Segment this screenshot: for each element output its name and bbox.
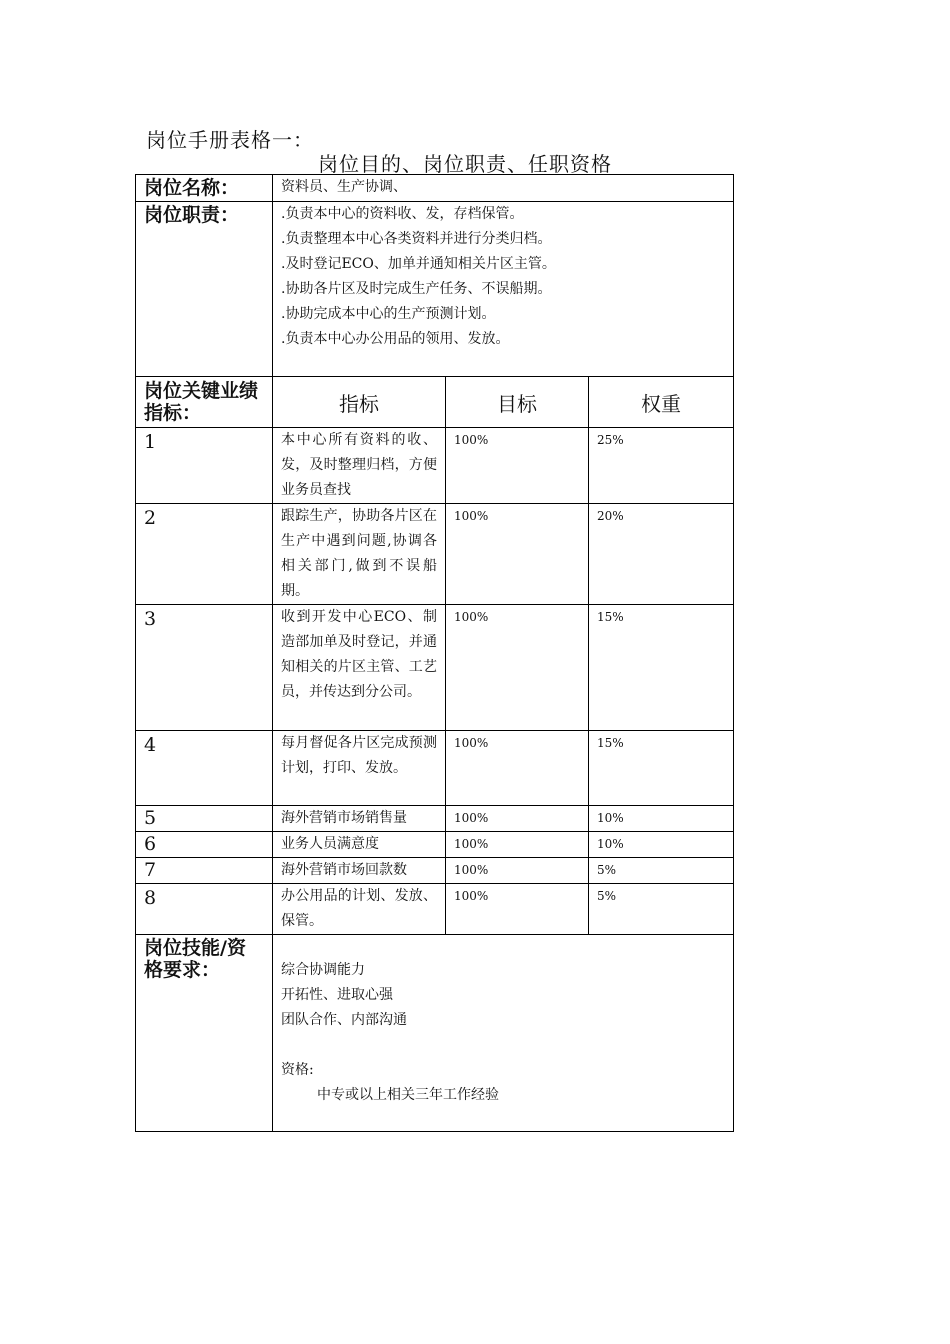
qualification-value: 中专或以上相关三年工作经验	[317, 1087, 499, 1103]
skills-row	[136, 935, 734, 1132]
kpi-number: 1	[136, 428, 273, 504]
kpi-row	[136, 806, 734, 832]
duty-item: .负责本中心的资料收、发，存档保管。	[281, 206, 524, 222]
kpi-weight: 15%	[589, 605, 734, 731]
skills-content	[273, 935, 734, 1132]
kpi-label: 岗位关键业绩指标：	[136, 377, 273, 428]
kpi-row	[136, 605, 734, 731]
kpi-weight: 10%	[589, 832, 734, 858]
kpi-weight: 5%	[589, 858, 734, 884]
kpi-number: 5	[136, 806, 273, 832]
kpi-indicator: 收到开发中心ECO、制造部加单及时登记，并通知相关的片区主管、工艺员，并传达到分公司。	[273, 605, 446, 731]
kpi-number: 2	[136, 504, 273, 605]
duty-item: .负责整理本中心各类资料并进行分类归档。	[281, 231, 552, 247]
position-name-value: 资料员、生产协调、	[273, 175, 734, 202]
kpi-weight: 25%	[589, 428, 734, 504]
duty-item: .负责本中心办公用品的领用、发放。	[281, 331, 510, 347]
kpi-header-target: 目标	[446, 377, 589, 428]
duties-label: 岗位职责：	[136, 202, 273, 377]
kpi-header-row	[136, 377, 734, 428]
kpi-indicator: 海外营销市场回款数	[273, 858, 446, 884]
kpi-header-indicator: 指标	[273, 377, 446, 428]
kpi-row	[136, 504, 734, 605]
kpi-target: 100%	[446, 806, 589, 832]
kpi-header-weight: 权重	[589, 377, 734, 428]
skills-label: 岗位技能/资格要求：	[136, 935, 273, 1132]
skill-item: 团队合作、内部沟通	[281, 1012, 407, 1028]
qualification-label: 资格:	[281, 1062, 314, 1078]
kpi-number: 4	[136, 731, 273, 806]
kpi-row	[136, 858, 734, 884]
duty-item: .及时登记ECO、加单并通知相关片区主管。	[281, 256, 556, 272]
kpi-number: 7	[136, 858, 273, 884]
kpi-row	[136, 832, 734, 858]
kpi-target: 100%	[446, 428, 589, 504]
skill-item: 综合协调能力	[281, 962, 365, 978]
skill-item: 开拓性、进取心强	[281, 987, 393, 1003]
duty-item: .协助各片区及时完成生产任务、不误船期。	[281, 281, 552, 297]
kpi-weight: 10%	[589, 806, 734, 832]
kpi-target: 100%	[446, 504, 589, 605]
kpi-row	[136, 428, 734, 504]
kpi-weight: 15%	[589, 731, 734, 806]
kpi-number: 6	[136, 832, 273, 858]
kpi-weight: 5%	[589, 884, 734, 935]
kpi-number: 8	[136, 884, 273, 935]
kpi-target: 100%	[446, 731, 589, 806]
page-heading: 岗位手册表格一：	[146, 128, 314, 152]
form-subtitle: 岗位目的、岗位职责、任职资格	[318, 152, 612, 176]
kpi-indicator: 海外营销市场销售量	[273, 806, 446, 832]
kpi-number: 3	[136, 605, 273, 731]
duties-list	[273, 202, 734, 377]
kpi-target: 100%	[446, 605, 589, 731]
kpi-indicator: 业务人员满意度	[273, 832, 446, 858]
kpi-row	[136, 731, 734, 806]
kpi-indicator: 每月督促各片区完成预测计划，打印、发放。	[273, 731, 446, 806]
kpi-row	[136, 884, 734, 935]
kpi-target: 100%	[446, 832, 589, 858]
kpi-indicator: 跟踪生产，协助各片区在生产中遇到问题,协调各相关部门,做到不误船期。	[273, 504, 446, 605]
position-name-row	[136, 175, 734, 202]
kpi-target: 100%	[446, 858, 589, 884]
duty-item: .协助完成本中心的生产预测计划。	[281, 306, 496, 322]
kpi-indicator: 本中心所有资料的收、发，及时整理归档，方便业务员查找	[273, 428, 446, 504]
kpi-indicator: 办公用品的计划、发放、保管。	[273, 884, 446, 935]
kpi-target: 100%	[446, 884, 589, 935]
duties-row	[136, 202, 734, 377]
position-name-label: 岗位名称：	[136, 175, 273, 202]
kpi-weight: 20%	[589, 504, 734, 605]
job-manual-table	[135, 174, 734, 1132]
